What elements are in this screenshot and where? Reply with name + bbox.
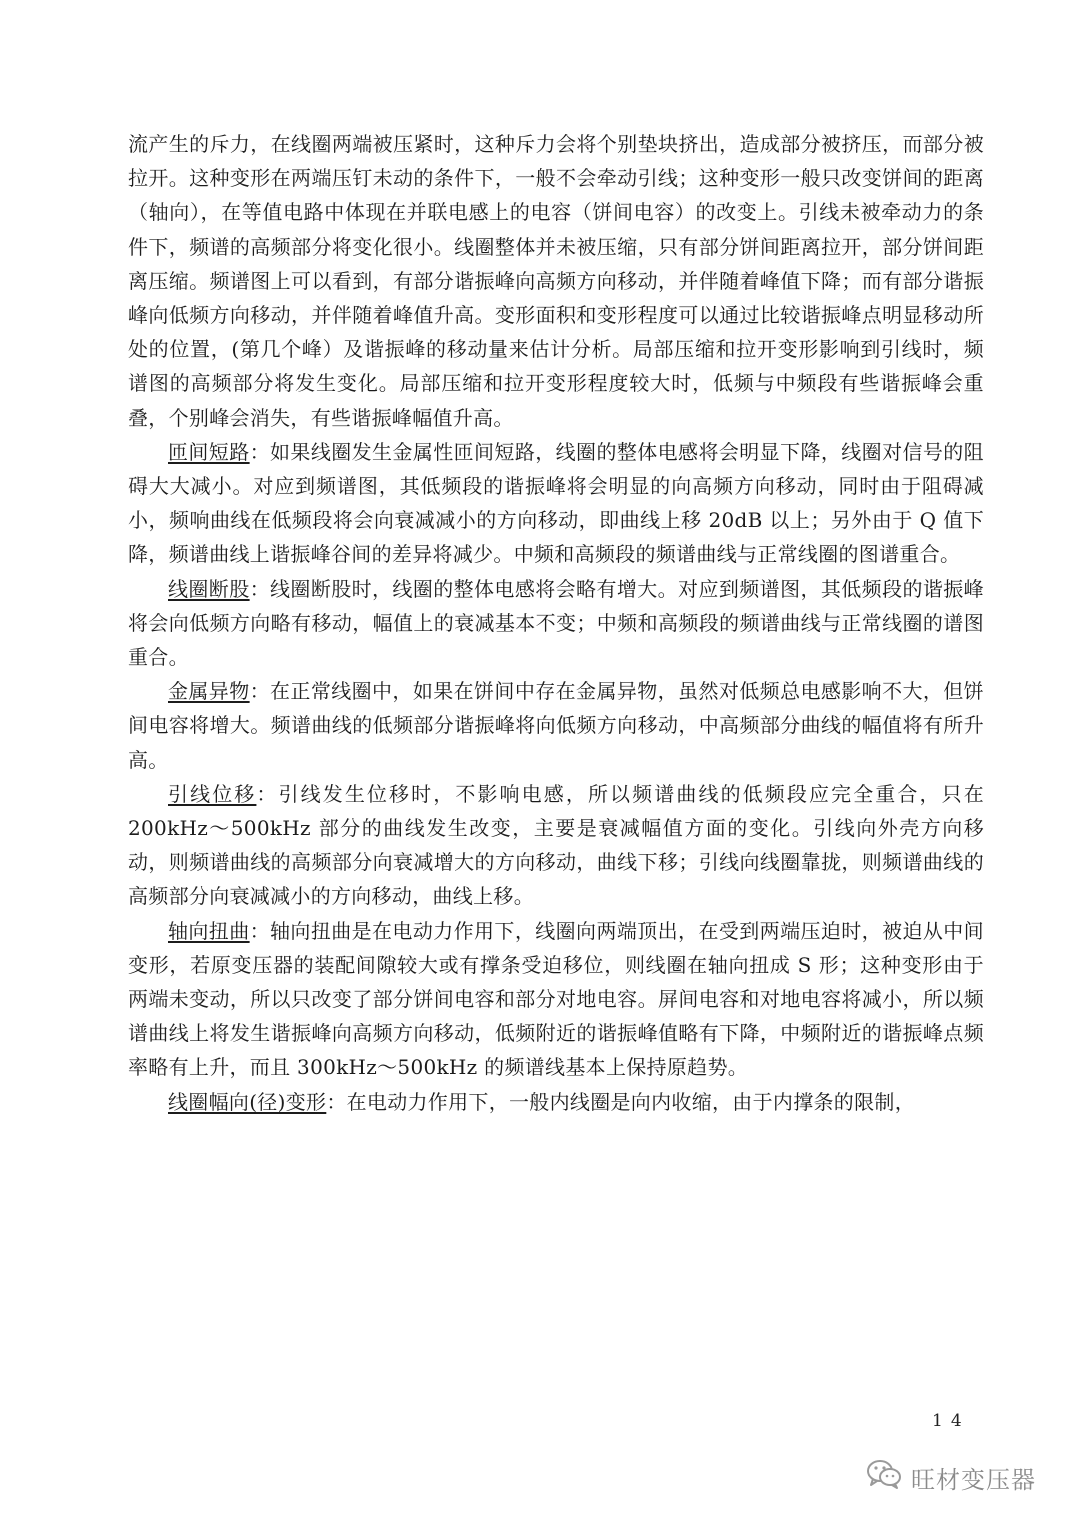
paragraph-text: ：线圈断股时，线圈的整体电感将会略有增大。对应到频谱图，其低频段的谐振峰将会向低频方向略有移动，幅值上的衰减基本不变；中频和高频段的频谱曲线与正常线圈的谱图重合。 — [128, 576, 984, 670]
paragraph-text: ：如果线圈发生金属性匝间短路，线圈的整体电感将会明显下降，线圈对信号的阻碍大大减小。对应到频谱图，其低频段的谐振峰将会明显的向高频方向移动，同时由于阻碍减小，频响曲线在低频段将会向衰减减小的方向移动，即曲线上移 20dB 以上；另外由于 Q 值下降，频谱曲线上谐振峰谷间的差异将减少。中频和高频段的频谱曲线与正常线圈的图谱重合。 — [128, 439, 984, 567]
term-heading: 线圈断股 — [168, 576, 250, 601]
term-heading: 匝间短路 — [168, 439, 250, 464]
paragraph-text: ：在电动力作用下，一般内线圈是向内收缩，由于内撑条的限制， — [326, 1089, 916, 1114]
term-heading: 引线位移 — [168, 781, 257, 806]
term-heading: 金属异物 — [168, 679, 250, 704]
paragraph-strand-break — [128, 572, 984, 675]
paragraph-lead-displacement — [128, 777, 984, 914]
body-text — [128, 127, 984, 1119]
wechat-icon — [865, 1458, 903, 1496]
term-heading: 轴向扭曲 — [168, 918, 250, 943]
paragraph-radial-deformation — [128, 1085, 984, 1119]
watermark-label: 旺材变压器 — [911, 1465, 1036, 1494]
paragraph-continuation — [128, 127, 984, 435]
page-number: 14 — [932, 1411, 970, 1431]
paragraph-axial-twist — [128, 914, 984, 1085]
term-heading: 线圈幅向(径)变形 — [168, 1089, 327, 1114]
watermark — [865, 1458, 1036, 1496]
paragraph-text: ：引线发生位移时，不影响电感，所以频谱曲线的低频段应完全重合，只在 200kHz～500kHz 部分的曲线发生改变，主要是衰减幅值方面的变化。引线向外壳方向移动，则频谱曲线的高频部分向衰减增大的方向移动，曲线下移；引线向线圈靠拢，则频谱曲线的高频部分向衰减减小的方向移动，曲线上移。 — [128, 781, 985, 909]
paragraph-text: 流产生的斥力，在线圈两端被压紧时，这种斥力会将个别垫块挤出，造成部分被挤压，而部分被拉开。这种变形在两端压钉未动的条件下，一般不会牵动引线；这种变形一般只改变饼间的距离（轴向），在等值电路中体现在并联电感上的电容（饼间电容）的改变上。引线未被牵动力的条件下，频谱的高频部分将变化很小。线圈整体并未被压缩，只有部分饼间距离拉开，部分饼间距离压缩。频谱图上可以看到，有部分谐振峰向高频方向移动，并伴随着峰值下降；而有部分谐振峰向低频方向移动，并伴随着峰值升高。变形面积和变形程度可以通过比较谐振峰点明显移动所处的位置，(第几个峰）及谐振峰的移动量来估计分析。局部压缩和拉开变形影响到引线时，频谱图的高频部分将发生变化。局部压缩和拉开变形程度较大时，低频与中频段有些谐振峰会重叠，个别峰会消失，有些谐振峰幅值升高。 — [128, 132, 984, 430]
paragraph-metal-foreign-object — [128, 674, 984, 777]
paragraph-text: ：在正常线圈中，如果在饼间中存在金属异物，虽然对低频总电感影响不大，但饼间电容将增大。频谱曲线的低频部分谐振峰将向低频方向移动，中高频部分曲线的幅值将有所升高。 — [128, 679, 984, 772]
paragraph-turn-short-circuit — [128, 435, 984, 572]
paragraph-text: ：轴向扭曲是在电动力作用下，线圈向两端顶出，在受到两端压迫时，被迫从中间变形，若原变压器的装配间隙较大或有撑条受迫移位，则线圈在轴向扭成 S 形；这种变形由于两端未变动，所以只改变了部分饼间电容和部分对地电容。屏间电容和对地电容将减小，所以频谱曲线上将发生谐振峰向高频方向移动，低频附近的谐振峰值略有下降，中频附近的谐振峰点频率略有上升，而且 300kHz～500kHz 的频谱线基本上保持原趋势。 — [128, 918, 984, 1080]
